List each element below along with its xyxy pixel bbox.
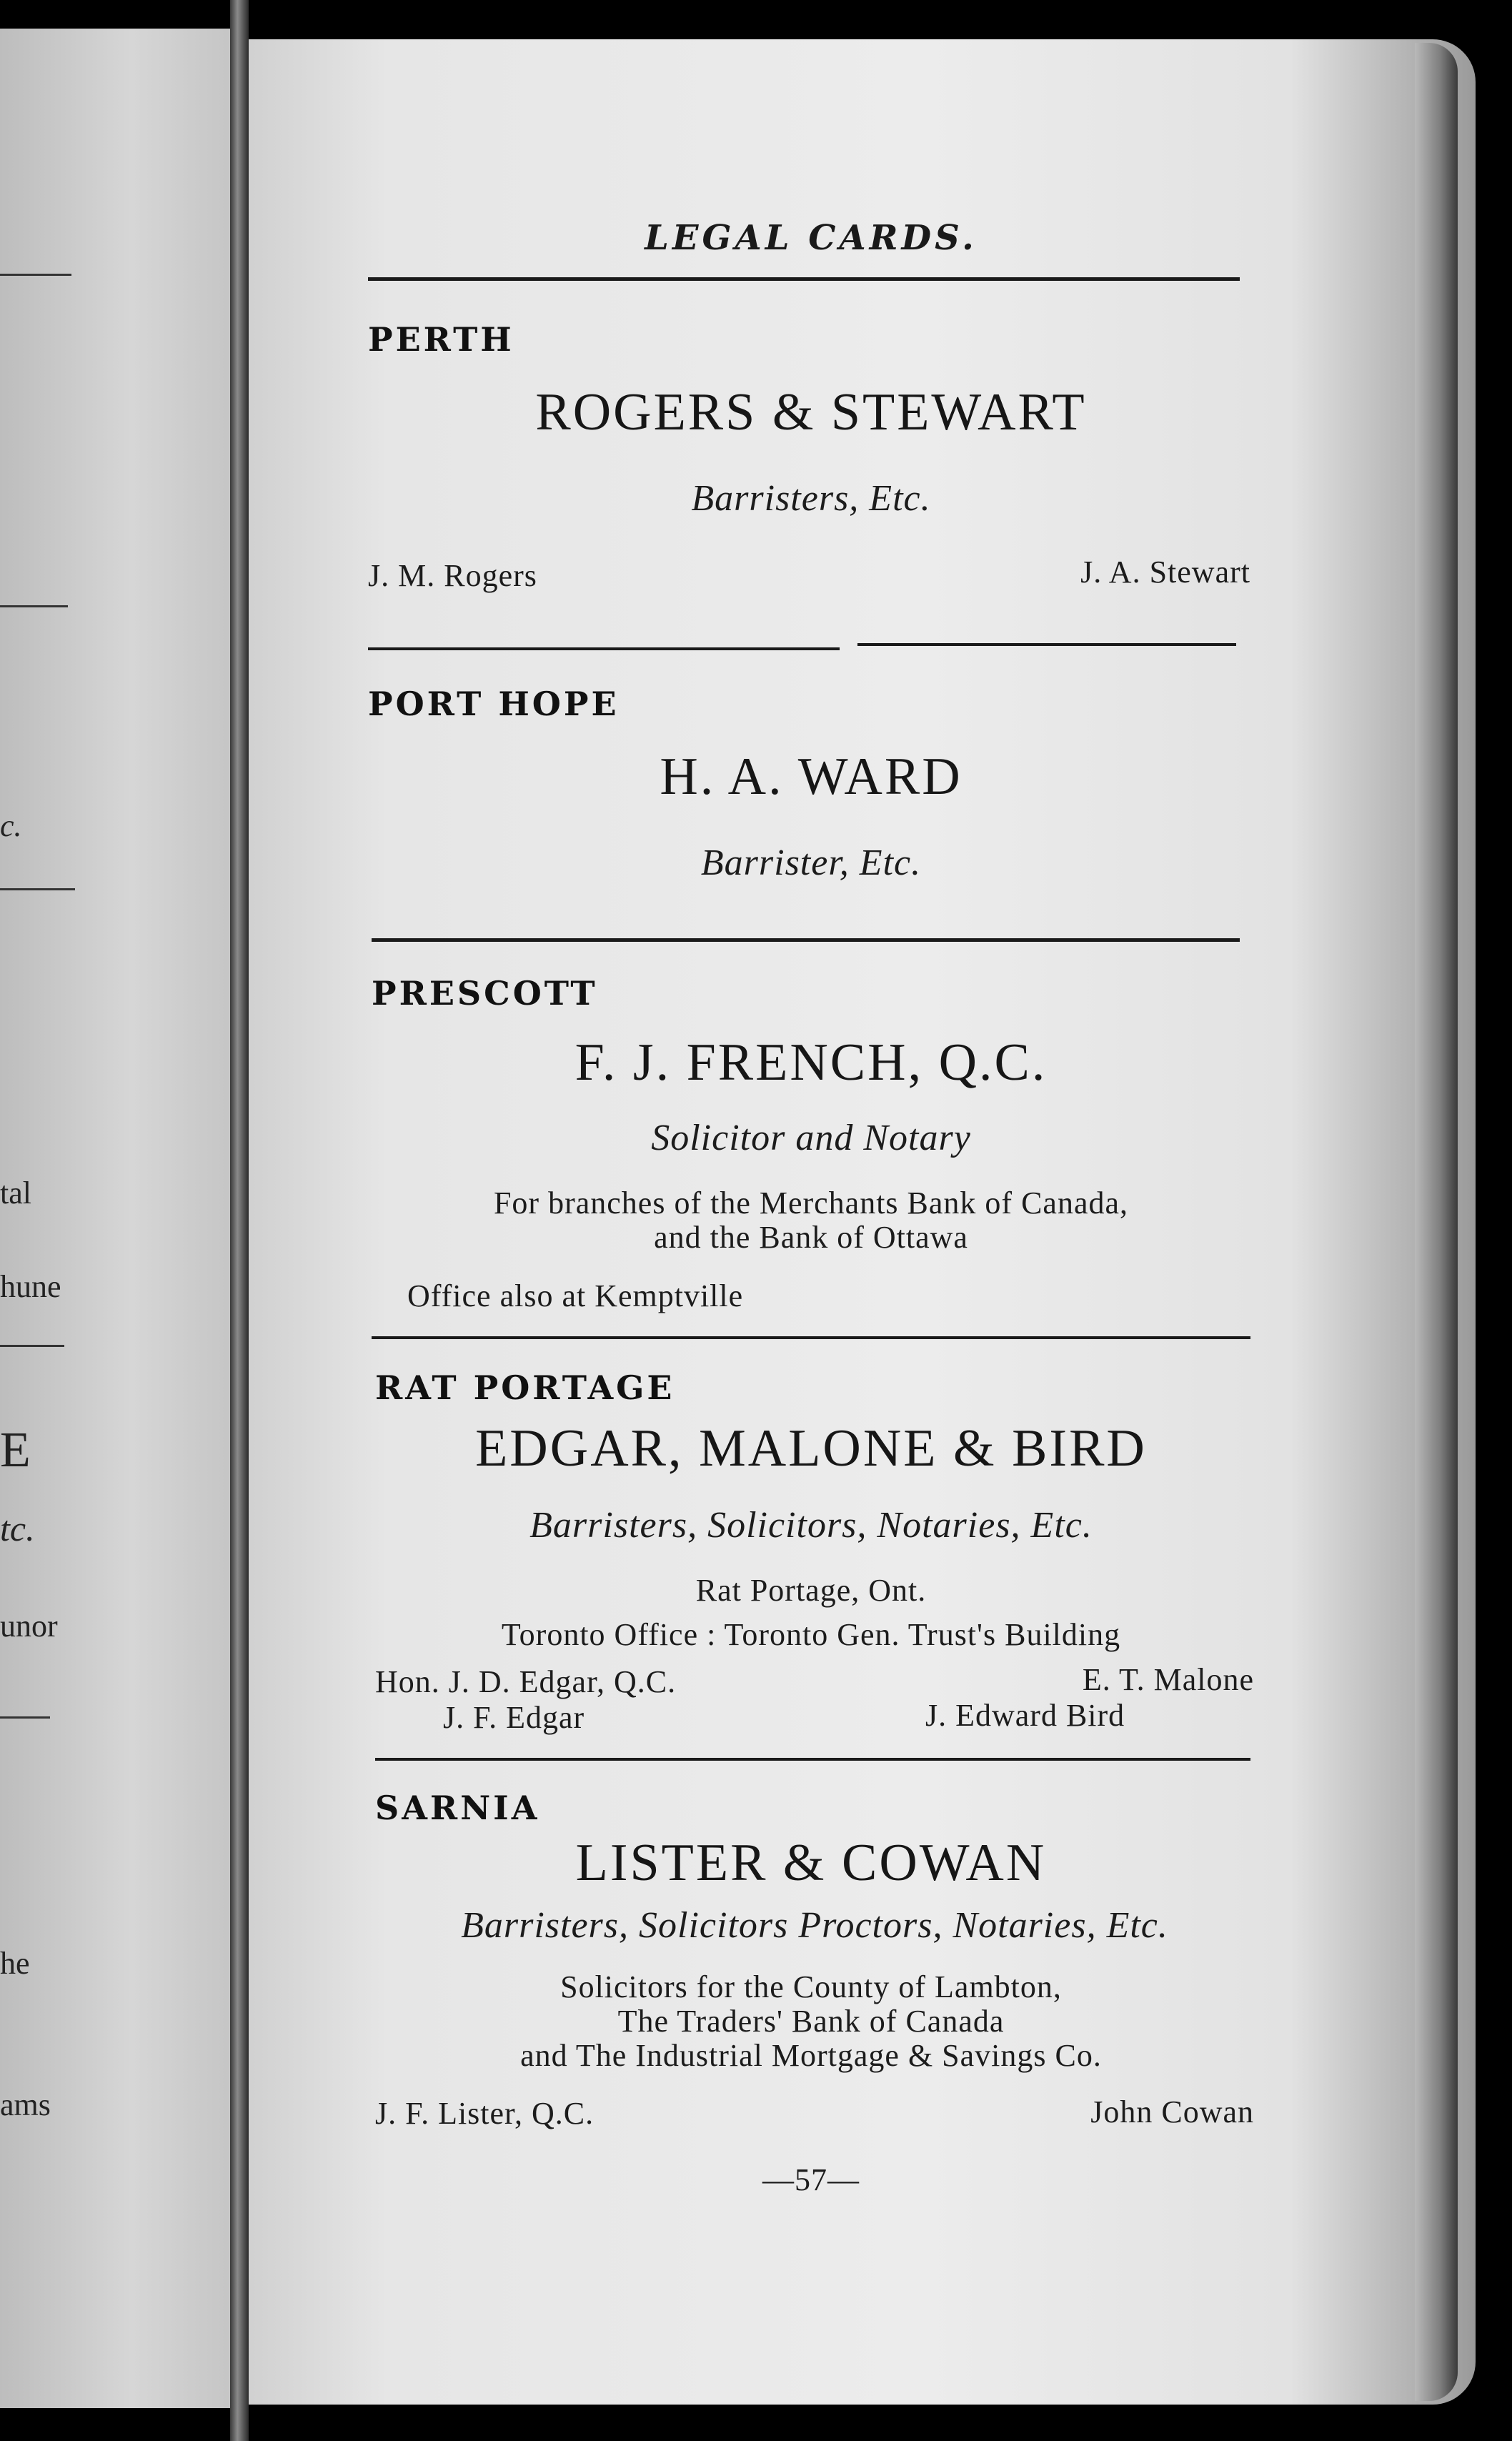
town-heading-rat-portage: RAT PORTAGE bbox=[375, 1368, 675, 1407]
town-heading-port-hope: PORT HOPE bbox=[368, 685, 620, 723]
partner-name: J. F. Edgar bbox=[443, 1700, 585, 1735]
firm-note: The Traders' Bank of Canada bbox=[617, 2004, 1005, 2039]
left-fragment-text: E bbox=[0, 1423, 31, 1478]
firm-name-rogers-stewart: ROGERS & STEWART bbox=[535, 383, 1087, 442]
partner-name: E. T. Malone bbox=[1082, 1662, 1254, 1697]
partner-name: John Cowan bbox=[1090, 2094, 1254, 2129]
firm-name-ward: H. A. WARD bbox=[660, 747, 963, 806]
firm-note: For branches of the Merchants Bank of Canada, bbox=[493, 1185, 1129, 1220]
partner-name: J. A. Stewart bbox=[1080, 555, 1250, 590]
left-fragment-rule bbox=[0, 605, 68, 607]
left-fragment-text: hune bbox=[0, 1269, 61, 1304]
left-fragment-text: unor bbox=[0, 1609, 58, 1644]
section-divider bbox=[368, 647, 840, 650]
partner-name: J. Edward Bird bbox=[925, 1698, 1125, 1733]
firm-note: Office also at Kemptville bbox=[407, 1278, 744, 1313]
partner-name: Hon. J. D. Edgar, Q.C. bbox=[375, 1664, 677, 1699]
left-fragment-rule bbox=[0, 1345, 64, 1347]
partner-name: J. M. Rogers bbox=[368, 558, 537, 593]
left-fragment-text: tal bbox=[0, 1175, 31, 1210]
firm-description: Barristers, Etc. bbox=[691, 478, 931, 519]
page-edge bbox=[1415, 43, 1458, 2401]
firm-description: Barrister, Etc. bbox=[700, 842, 922, 883]
page-title: LEGAL CARDS. bbox=[645, 218, 978, 258]
previous-page-fragment bbox=[0, 29, 239, 2408]
firm-name-lister-cowan: LISTER & COWAN bbox=[575, 1834, 1047, 1892]
left-fragment-text: c. bbox=[0, 808, 22, 843]
town-heading-perth: PERTH bbox=[368, 320, 514, 359]
left-fragment-rule bbox=[0, 1716, 50, 1719]
firm-note: and the Bank of Ottawa bbox=[654, 1220, 968, 1255]
left-fragment-rule bbox=[0, 274, 71, 276]
book-gutter bbox=[230, 0, 249, 2441]
toronto-office: Toronto Office : Toronto Gen. Trust's Building bbox=[501, 1617, 1121, 1652]
section-divider bbox=[372, 1336, 1250, 1339]
section-divider bbox=[857, 643, 1236, 646]
firm-name-edgar-malone-bird: EDGAR, MALONE & BIRD bbox=[475, 1419, 1147, 1478]
section-divider bbox=[375, 1758, 1250, 1761]
firm-note: Solicitors for the County of Lambton, bbox=[560, 1969, 1062, 2004]
partner-name: J. F. Lister, Q.C. bbox=[375, 2096, 595, 2131]
firm-note: and The Industrial Mortgage & Savings Co. bbox=[520, 2038, 1102, 2073]
firm-name-french: F. J. FRENCH, Q.C. bbox=[575, 1033, 1048, 1092]
firm-description: Solicitor and Notary bbox=[651, 1118, 971, 1158]
left-fragment-rule bbox=[0, 888, 75, 890]
firm-description: Barristers, Solicitors, Notaries, Etc. bbox=[529, 1505, 1093, 1546]
town-heading-sarnia: SARNIA bbox=[375, 1789, 540, 1827]
page-number: —57— bbox=[762, 2162, 860, 2197]
firm-location: Rat Portage, Ont. bbox=[695, 1573, 927, 1608]
title-rule bbox=[368, 277, 1240, 281]
town-heading-prescott: PRESCOTT bbox=[372, 974, 598, 1013]
left-fragment-text: ams bbox=[0, 2087, 51, 2122]
section-divider bbox=[372, 938, 1240, 942]
left-fragment-text: he bbox=[0, 1946, 30, 1981]
firm-description: Barristers, Solicitors Proctors, Notaries, Etc. bbox=[461, 1905, 1168, 1946]
left-fragment-text: tc. bbox=[0, 1508, 35, 1548]
